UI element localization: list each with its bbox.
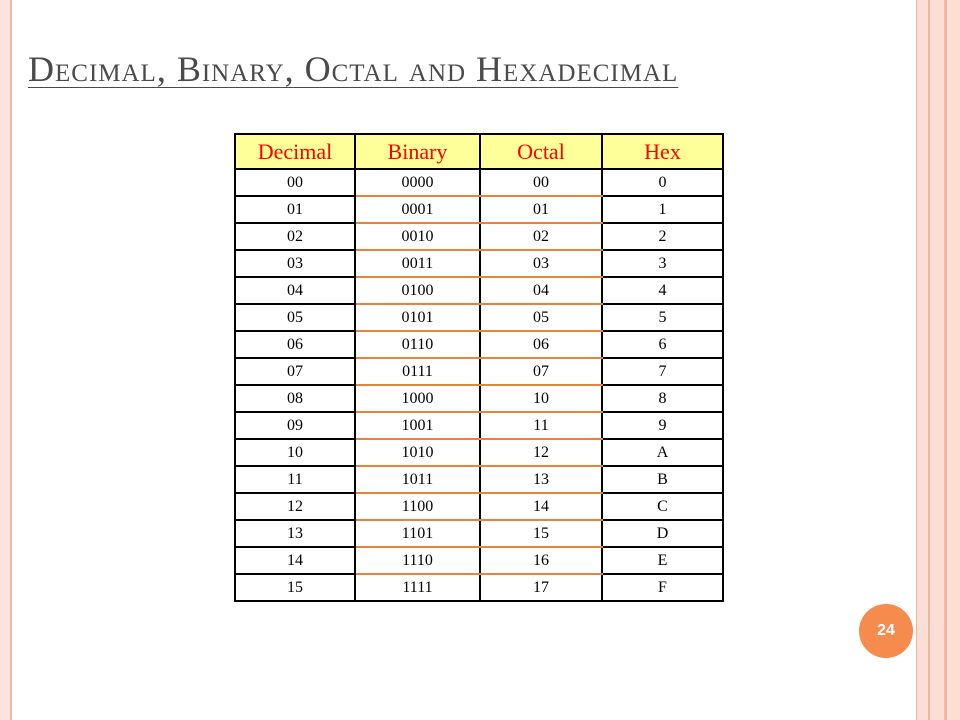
hex-cell: 1 xyxy=(602,196,723,223)
decimal-cell: 15 xyxy=(235,574,355,601)
table-row xyxy=(235,385,723,412)
binary-cell: 1111 xyxy=(355,574,480,601)
decimal-cell: 06 xyxy=(235,331,355,358)
binary-cell: 1110 xyxy=(355,547,480,574)
octal-cell: 07 xyxy=(480,358,602,385)
octal-cell: 12 xyxy=(480,439,602,466)
left-border-line xyxy=(10,0,12,720)
table-row xyxy=(235,196,723,223)
binary-cell: 0101 xyxy=(355,304,480,331)
hex-cell: E xyxy=(602,547,723,574)
octal-cell: 11 xyxy=(480,412,602,439)
octal-cell: 00 xyxy=(480,169,602,196)
binary-cell: 0011 xyxy=(355,250,480,277)
decimal-cell: 05 xyxy=(235,304,355,331)
octal-cell: 04 xyxy=(480,277,602,304)
hex-cell: 5 xyxy=(602,304,723,331)
table-row xyxy=(235,412,723,439)
binary-cell: 0111 xyxy=(355,358,480,385)
page-number-badge: 24 xyxy=(859,604,913,658)
octal-cell: 02 xyxy=(480,223,602,250)
decimal-cell: 14 xyxy=(235,547,355,574)
hex-cell: 0 xyxy=(602,169,723,196)
table-row xyxy=(235,358,723,385)
header-decimal: Decimal xyxy=(235,134,355,169)
decimal-cell: 09 xyxy=(235,412,355,439)
octal-cell: 16 xyxy=(480,547,602,574)
octal-cell: 05 xyxy=(480,304,602,331)
octal-cell: 13 xyxy=(480,466,602,493)
table-row xyxy=(235,520,723,547)
decimal-cell: 13 xyxy=(235,520,355,547)
binary-cell: 0100 xyxy=(355,277,480,304)
table-row xyxy=(235,439,723,466)
decimal-cell: 02 xyxy=(235,223,355,250)
header-hex: Hex xyxy=(602,134,723,169)
binary-cell: 1010 xyxy=(355,439,480,466)
header-octal: Octal xyxy=(480,134,602,169)
octal-cell: 01 xyxy=(480,196,602,223)
octal-cell: 06 xyxy=(480,331,602,358)
right-border-decoration xyxy=(916,0,960,720)
table-row xyxy=(235,547,723,574)
table-row xyxy=(235,223,723,250)
hex-cell: 8 xyxy=(602,385,723,412)
table-row xyxy=(235,574,723,601)
hex-cell: 9 xyxy=(602,412,723,439)
decimal-cell: 10 xyxy=(235,439,355,466)
octal-cell: 15 xyxy=(480,520,602,547)
octal-cell: 14 xyxy=(480,493,602,520)
hex-cell: 7 xyxy=(602,358,723,385)
decimal-cell: 11 xyxy=(235,466,355,493)
binary-cell: 1000 xyxy=(355,385,480,412)
hex-cell: B xyxy=(602,466,723,493)
hex-cell: 2 xyxy=(602,223,723,250)
binary-cell: 1101 xyxy=(355,520,480,547)
binary-cell: 1001 xyxy=(355,412,480,439)
hex-cell: A xyxy=(602,439,723,466)
binary-cell: 0000 xyxy=(355,169,480,196)
table-row xyxy=(235,466,723,493)
octal-cell: 17 xyxy=(480,574,602,601)
binary-cell: 1100 xyxy=(355,493,480,520)
binary-cell: 0010 xyxy=(355,223,480,250)
decimal-cell: 01 xyxy=(235,196,355,223)
table-row xyxy=(235,250,723,277)
table-row xyxy=(235,277,723,304)
decimal-cell: 07 xyxy=(235,358,355,385)
decimal-cell: 04 xyxy=(235,277,355,304)
decimal-cell: 00 xyxy=(235,169,355,196)
table-row xyxy=(235,169,723,196)
hex-cell: C xyxy=(602,493,723,520)
table-row xyxy=(235,304,723,331)
hex-cell: 4 xyxy=(602,277,723,304)
hex-cell: D xyxy=(602,520,723,547)
slide-title: Decimal, Binary, Octal and Hexadecimal xyxy=(28,49,679,89)
decimal-cell: 03 xyxy=(235,250,355,277)
number-conversion-table xyxy=(234,133,724,602)
binary-cell: 0110 xyxy=(355,331,480,358)
hex-cell: 3 xyxy=(602,250,723,277)
left-border-decoration xyxy=(0,0,10,720)
octal-cell: 03 xyxy=(480,250,602,277)
decimal-cell: 08 xyxy=(235,385,355,412)
binary-cell: 1011 xyxy=(355,466,480,493)
decimal-cell: 12 xyxy=(235,493,355,520)
header-binary: Binary xyxy=(355,134,480,169)
hex-cell: 6 xyxy=(602,331,723,358)
octal-cell: 10 xyxy=(480,385,602,412)
hex-cell: F xyxy=(602,574,723,601)
table-row xyxy=(235,331,723,358)
table-row xyxy=(235,493,723,520)
table-header-row xyxy=(235,134,723,169)
binary-cell: 0001 xyxy=(355,196,480,223)
